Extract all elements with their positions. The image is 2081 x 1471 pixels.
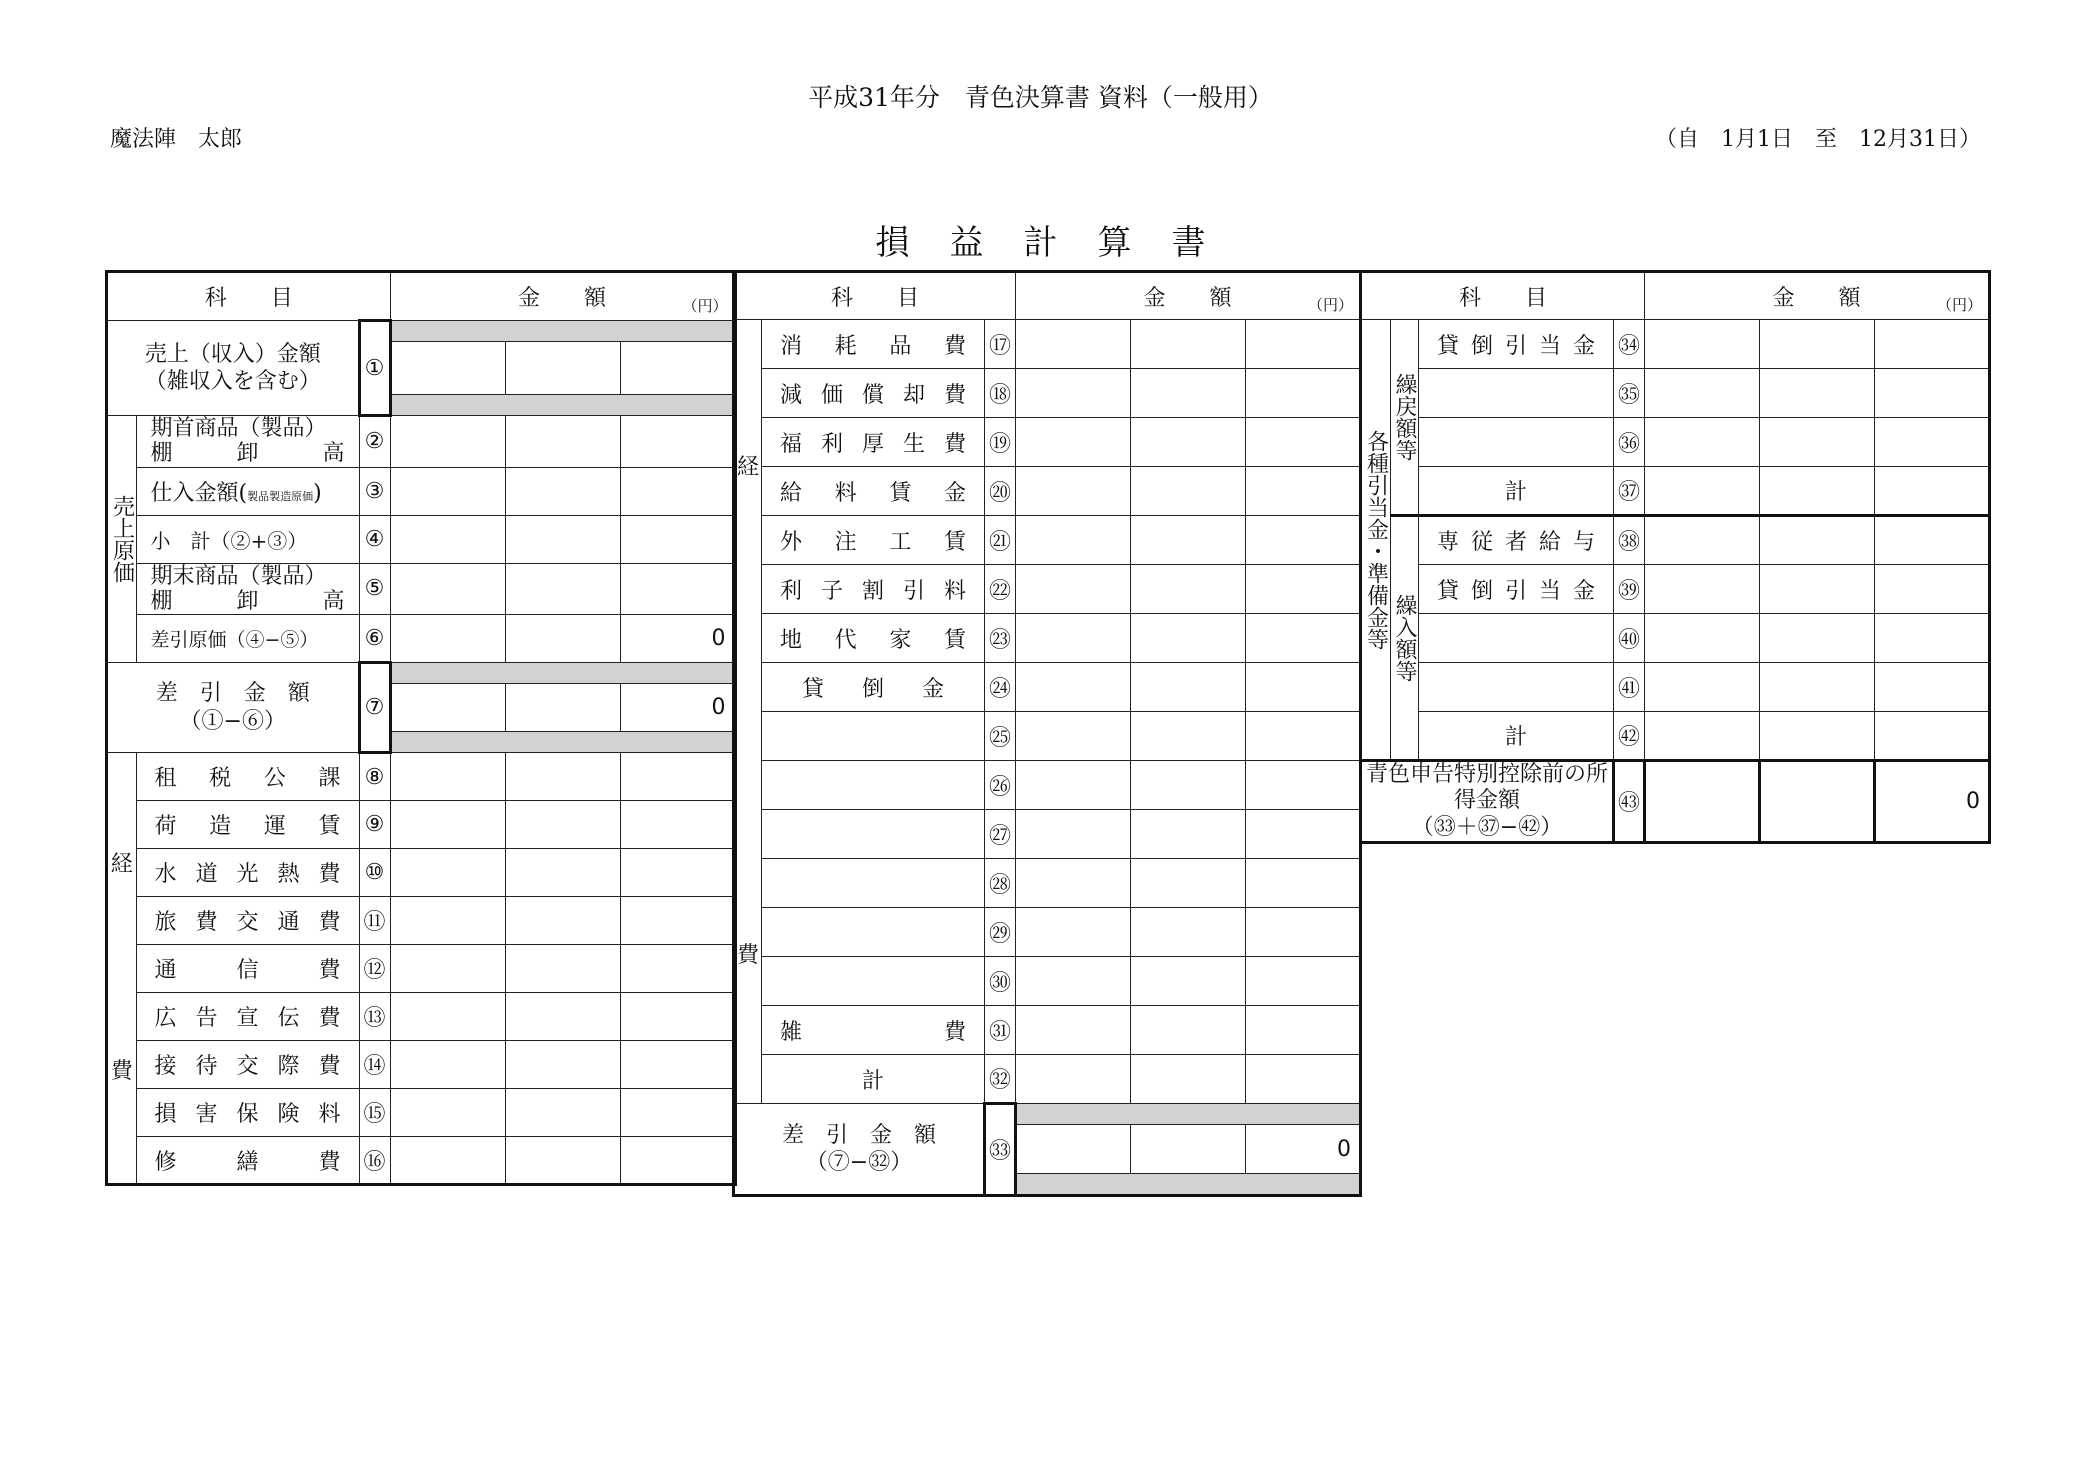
sales-amount-cell[interactable] (505, 342, 620, 395)
amount-cell[interactable] (505, 993, 620, 1041)
amount-cell[interactable] (505, 1041, 620, 1089)
amount-cell[interactable] (1016, 1006, 1131, 1055)
amount-cell[interactable] (390, 993, 505, 1041)
amount-cell[interactable] (1246, 614, 1361, 663)
amount-cell[interactable] (1246, 1055, 1361, 1104)
expense-group-label: 経 費 (107, 753, 137, 1185)
row-number: ㊴ (1614, 565, 1645, 614)
amount-cell[interactable] (505, 416, 620, 468)
blank-reserve-label[interactable] (1419, 614, 1614, 663)
amount-cell[interactable] (390, 945, 505, 993)
row-number: ㉒ (985, 565, 1016, 614)
row-number: ⑨ (359, 801, 390, 849)
sales-label: 売上（収入）金額 （雑収入を含む） (107, 321, 360, 416)
amount-cell[interactable] (620, 1089, 735, 1137)
amount-cell[interactable] (1246, 957, 1361, 1006)
row-number: ⑭ (359, 1041, 390, 1089)
row-number: ⑮ (359, 1089, 390, 1137)
amount-cell[interactable] (620, 416, 735, 468)
amount-cell[interactable] (505, 515, 620, 563)
blank-expense-label[interactable] (762, 712, 985, 761)
amount-cell[interactable] (505, 563, 620, 615)
amount-cell[interactable] (1760, 418, 1875, 467)
amount-cell[interactable] (1016, 369, 1131, 418)
amount-cell[interactable] (505, 1089, 620, 1137)
amount-cell[interactable] (390, 897, 505, 945)
cost-of-sales-label: 差引原価（④−⑤） (136, 615, 359, 663)
amount-cell[interactable] (1016, 957, 1131, 1006)
amount-cell[interactable] (390, 684, 505, 732)
amount-cell[interactable] (1760, 663, 1875, 712)
amount-cell[interactable] (505, 897, 620, 945)
expense-label: 外 注 工 賃 (762, 516, 985, 565)
amount-cell[interactable] (505, 945, 620, 993)
row-number: ⑩ (359, 849, 390, 897)
amount-cell[interactable] (1246, 565, 1361, 614)
amount-cell[interactable] (1875, 663, 1990, 712)
amount-cell[interactable] (1645, 614, 1760, 663)
amount-cell[interactable] (1131, 1006, 1246, 1055)
amount-cell[interactable] (1131, 467, 1246, 516)
amount-cell[interactable] (1875, 369, 1990, 418)
amount-cell[interactable] (390, 563, 505, 615)
amount-cell[interactable] (1131, 663, 1246, 712)
amount-cell[interactable] (1246, 712, 1361, 761)
blank-reserve-label[interactable] (1419, 418, 1614, 467)
amount-cell[interactable] (620, 897, 735, 945)
amount-cell[interactable] (1016, 859, 1131, 908)
amount-cell[interactable] (1760, 320, 1875, 369)
row-number: ㊷ (1614, 712, 1645, 761)
row-number: ㉜ (985, 1055, 1016, 1104)
row-number: ㉔ (985, 663, 1016, 712)
subtotal-label: 小 計（②+③） (136, 515, 359, 563)
expense-label: 給 料 賃 金 (762, 467, 985, 516)
income-statement-middle-panel (732, 270, 1362, 1197)
expense-label: 修 繕 費 (136, 1137, 359, 1185)
amount-cell[interactable] (1760, 516, 1875, 565)
amount-cell[interactable] (1131, 320, 1246, 369)
amount-cell[interactable] (1760, 761, 1875, 843)
amount-cell[interactable] (1131, 712, 1246, 761)
amount-cell[interactable] (1131, 516, 1246, 565)
amount-cell[interactable] (390, 1089, 505, 1137)
row-number: ⑥ (359, 615, 390, 663)
expense-group-label: 経 費 (734, 320, 762, 1104)
amount-cell[interactable] (390, 801, 505, 849)
expense-label: 消 耗 品 費 (762, 320, 985, 369)
amount-cell[interactable] (1760, 614, 1875, 663)
row-number: ㉙ (985, 908, 1016, 957)
expense-label: 損 害 保 険 料 (136, 1089, 359, 1137)
fiscal-period: （自 1月1日 至 12月31日） (1655, 127, 1981, 152)
row-number: ① (359, 321, 390, 416)
row-number: ③ (359, 467, 390, 515)
reserve-label: 専 従 者 給 与 (1419, 516, 1614, 565)
amount-cell[interactable] (1131, 810, 1246, 859)
amount-cell[interactable] (1131, 908, 1246, 957)
row-number: ⑰ (985, 320, 1016, 369)
amount-cell[interactable] (620, 1041, 735, 1089)
amount-cell[interactable] (1016, 516, 1131, 565)
amount-cell[interactable] (1246, 761, 1361, 810)
row-number: ㉞ (1614, 320, 1645, 369)
expense-label: 通 信 費 (136, 945, 359, 993)
amount-cell[interactable] (1246, 467, 1361, 516)
row-number: ⑯ (359, 1137, 390, 1185)
row-number: ㉖ (985, 761, 1016, 810)
row-number: ㉓ (985, 614, 1016, 663)
amount-cell[interactable] (505, 684, 620, 732)
amount-cell[interactable] (390, 1041, 505, 1089)
amount-cell[interactable] (1131, 565, 1246, 614)
row-number: ㉟ (1614, 369, 1645, 418)
income-before-deduction-label: 青色申告特別控除前の所得金額 （㉝＋㊲−㊷） (1361, 761, 1614, 843)
row-number: ⑫ (359, 945, 390, 993)
amount-cell[interactable] (1246, 810, 1361, 859)
amount-cell[interactable] (1131, 369, 1246, 418)
expense-label: 租 税 公 課 (136, 753, 359, 801)
row-number: ㉘ (985, 859, 1016, 908)
amount-cell[interactable] (1016, 467, 1131, 516)
expense-label: 貸 倒 金 (762, 663, 985, 712)
expense-label: 福 利 厚 生 費 (762, 418, 985, 467)
amount-cell[interactable] (1875, 614, 1990, 663)
cogs-group-label: 売上原価 (107, 416, 137, 663)
blank-expense-label[interactable] (762, 761, 985, 810)
subject-header: 科 目 (1361, 272, 1645, 320)
row-number: ㊵ (1614, 614, 1645, 663)
blank-reserve-label[interactable] (1419, 369, 1614, 418)
amount-cell[interactable] (1875, 565, 1990, 614)
amount-cell[interactable] (1645, 369, 1760, 418)
row-number: ㊲ (1614, 467, 1645, 516)
reversal-total-label: 計 (1419, 467, 1614, 516)
amount-cell[interactable] (505, 849, 620, 897)
row-number: ㉗ (985, 810, 1016, 859)
amount-cell[interactable] (390, 1137, 505, 1185)
sales-amount-cell[interactable] (620, 342, 735, 395)
amount-cell[interactable] (1131, 1125, 1246, 1174)
amount-cell[interactable] (505, 753, 620, 801)
row-number: ㊳ (1614, 516, 1645, 565)
amount-cell[interactable] (1760, 369, 1875, 418)
amount-cell[interactable] (505, 1137, 620, 1185)
amount-cell[interactable] (390, 615, 505, 663)
amount-cell[interactable] (1246, 1006, 1361, 1055)
expense-label: 接 待 交 際 費 (136, 1041, 359, 1089)
expense-label: 地 代 家 賃 (762, 614, 985, 663)
row-number: ⑦ (359, 663, 390, 753)
amount-cell[interactable] (1246, 516, 1361, 565)
amount-cell[interactable] (620, 801, 735, 849)
amount-cell[interactable] (1875, 320, 1990, 369)
amount-cell[interactable] (390, 416, 505, 468)
opening-inventory-label: 期首商品（製品） 棚 卸 高 (136, 416, 359, 468)
row-number: ㉛ (985, 1006, 1016, 1055)
amount-cell[interactable] (1760, 565, 1875, 614)
amount-cell[interactable] (1645, 712, 1760, 761)
amount-cell[interactable] (1131, 761, 1246, 810)
amount-cell[interactable] (1760, 467, 1875, 516)
amount-cell[interactable] (1131, 957, 1246, 1006)
gross-profit-label: 差 引 金 額 （①−⑥） (107, 663, 360, 753)
amount-cell[interactable] (1131, 1055, 1246, 1104)
amount-cell[interactable] (505, 801, 620, 849)
row-number: ④ (359, 515, 390, 563)
amount-cell[interactable] (1645, 320, 1760, 369)
amount-cell[interactable] (1875, 516, 1990, 565)
amount-cell[interactable] (1131, 859, 1246, 908)
amount-cell[interactable] (1246, 859, 1361, 908)
amount-cell[interactable] (505, 467, 620, 515)
amount-cell[interactable] (620, 753, 735, 801)
amount-cell[interactable] (1645, 761, 1760, 843)
amount-header: 金 額 （円） (1645, 272, 1990, 320)
amount-cell[interactable] (390, 753, 505, 801)
expense-label: 利 子 割 引 料 (762, 565, 985, 614)
provision-sub-label: 繰入額等 (1390, 516, 1419, 761)
amount-cell[interactable] (1246, 418, 1361, 467)
blank-expense-label[interactable] (762, 859, 985, 908)
net-difference-value[interactable]: 0 (1246, 1125, 1361, 1174)
amount-cell[interactable] (1016, 712, 1131, 761)
amount-header: 金 額 （円） (1016, 272, 1361, 320)
amount-cell[interactable] (1645, 663, 1760, 712)
amount-cell[interactable] (505, 615, 620, 663)
row-number: ⑬ (359, 993, 390, 1041)
net-difference-label: 差 引 金 額 （⑦−㉜） (734, 1104, 985, 1196)
income-statement-left-panel (105, 270, 737, 1186)
amount-cell[interactable] (1246, 663, 1361, 712)
amount-cell[interactable] (620, 849, 735, 897)
income-statement-right-panel (1359, 270, 1991, 844)
row-number: ㉝ (985, 1104, 1016, 1196)
expense-label: 荷 造 運 賃 (136, 801, 359, 849)
amount-cell[interactable] (1875, 467, 1990, 516)
blank-expense-label[interactable] (762, 908, 985, 957)
amount-cell[interactable] (1246, 320, 1361, 369)
row-number: ⑱ (985, 369, 1016, 418)
amount-cell[interactable] (620, 467, 735, 515)
amount-cell[interactable] (620, 993, 735, 1041)
row-number: ㊸ (1614, 761, 1645, 843)
amount-cell[interactable] (1016, 418, 1131, 467)
expense-label: 広 告 宣 伝 費 (136, 993, 359, 1041)
reserves-group-label: 各種引当金・準備金等 (1361, 320, 1391, 761)
subject-header: 科 目 (107, 272, 391, 321)
row-number: ㊱ (1614, 418, 1645, 467)
amount-cell[interactable] (1016, 565, 1131, 614)
amount-cell[interactable] (1645, 565, 1760, 614)
row-number: ㉕ (985, 712, 1016, 761)
amount-cell[interactable] (1131, 614, 1246, 663)
reversal-sub-label: 繰戻額等 (1390, 320, 1419, 516)
row-number: ② (359, 416, 390, 468)
amount-cell[interactable] (1016, 614, 1131, 663)
provision-total-label: 計 (1419, 712, 1614, 761)
expense-total-label: 計 (762, 1055, 985, 1104)
sheet-title: 損益計算書 (875, 223, 1246, 263)
row-number: ⑲ (985, 418, 1016, 467)
amount-cell[interactable] (1645, 516, 1760, 565)
amount-cell[interactable] (1016, 1125, 1131, 1174)
amount-header: 金 額 （円） (390, 272, 735, 321)
income-before-deduction-value[interactable]: 0 (1875, 761, 1990, 843)
row-number: ⑪ (359, 897, 390, 945)
row-number: ⑳ (985, 467, 1016, 516)
purchases-label: 仕入金額(製品製造原価) (136, 467, 359, 515)
cost-of-sales-value[interactable]: 0 (620, 615, 735, 663)
amount-cell[interactable] (1016, 320, 1131, 369)
amount-cell[interactable] (620, 563, 735, 615)
amount-cell[interactable] (1246, 369, 1361, 418)
misc-expense-label: 雑 費 (762, 1006, 985, 1055)
amount-cell[interactable] (620, 945, 735, 993)
amount-cell[interactable] (1760, 712, 1875, 761)
row-number: ㉚ (985, 957, 1016, 1006)
amount-cell[interactable] (1645, 418, 1760, 467)
amount-cell[interactable] (390, 467, 505, 515)
amount-cell[interactable] (1016, 810, 1131, 859)
blank-expense-label[interactable] (762, 957, 985, 1006)
row-number: ⑤ (359, 563, 390, 615)
amount-cell[interactable] (390, 849, 505, 897)
blank-reserve-label[interactable] (1419, 663, 1614, 712)
amount-cell[interactable] (390, 515, 505, 563)
row-number: ㉑ (985, 516, 1016, 565)
expense-label: 水 道 光 熱 費 (136, 849, 359, 897)
closing-inventory-label: 期末商品（製品） 棚 卸 高 (136, 563, 359, 615)
amount-cell[interactable] (1016, 761, 1131, 810)
amount-cell[interactable] (1246, 908, 1361, 957)
expense-label: 旅 費 交 通 費 (136, 897, 359, 945)
amount-cell[interactable] (1645, 467, 1760, 516)
sales-amount-cell[interactable] (390, 342, 505, 395)
blank-expense-label[interactable] (762, 810, 985, 859)
amount-cell[interactable] (1016, 1055, 1131, 1104)
reserve-label: 貸 倒 引 当 金 (1419, 320, 1614, 369)
amount-cell[interactable] (620, 1137, 735, 1185)
taxpayer-name: 魔法陣 太郎 (110, 127, 243, 152)
subject-header: 科 目 (734, 272, 1016, 320)
gross-profit-value[interactable]: 0 (620, 684, 735, 732)
amount-cell[interactable] (620, 515, 735, 563)
amount-cell[interactable] (1016, 663, 1131, 712)
amount-cell[interactable] (1131, 418, 1246, 467)
amount-cell[interactable] (1875, 418, 1990, 467)
amount-cell[interactable] (1016, 908, 1131, 957)
expense-label: 減 価 償 却 費 (762, 369, 985, 418)
row-number: ㊶ (1614, 663, 1645, 712)
amount-cell[interactable] (1875, 712, 1990, 761)
row-number: ⑧ (359, 753, 390, 801)
document-title: 平成31年分 青色決算書 資料（一般用） (808, 83, 1273, 112)
reserve-label: 貸 倒 引 当 金 (1419, 565, 1614, 614)
